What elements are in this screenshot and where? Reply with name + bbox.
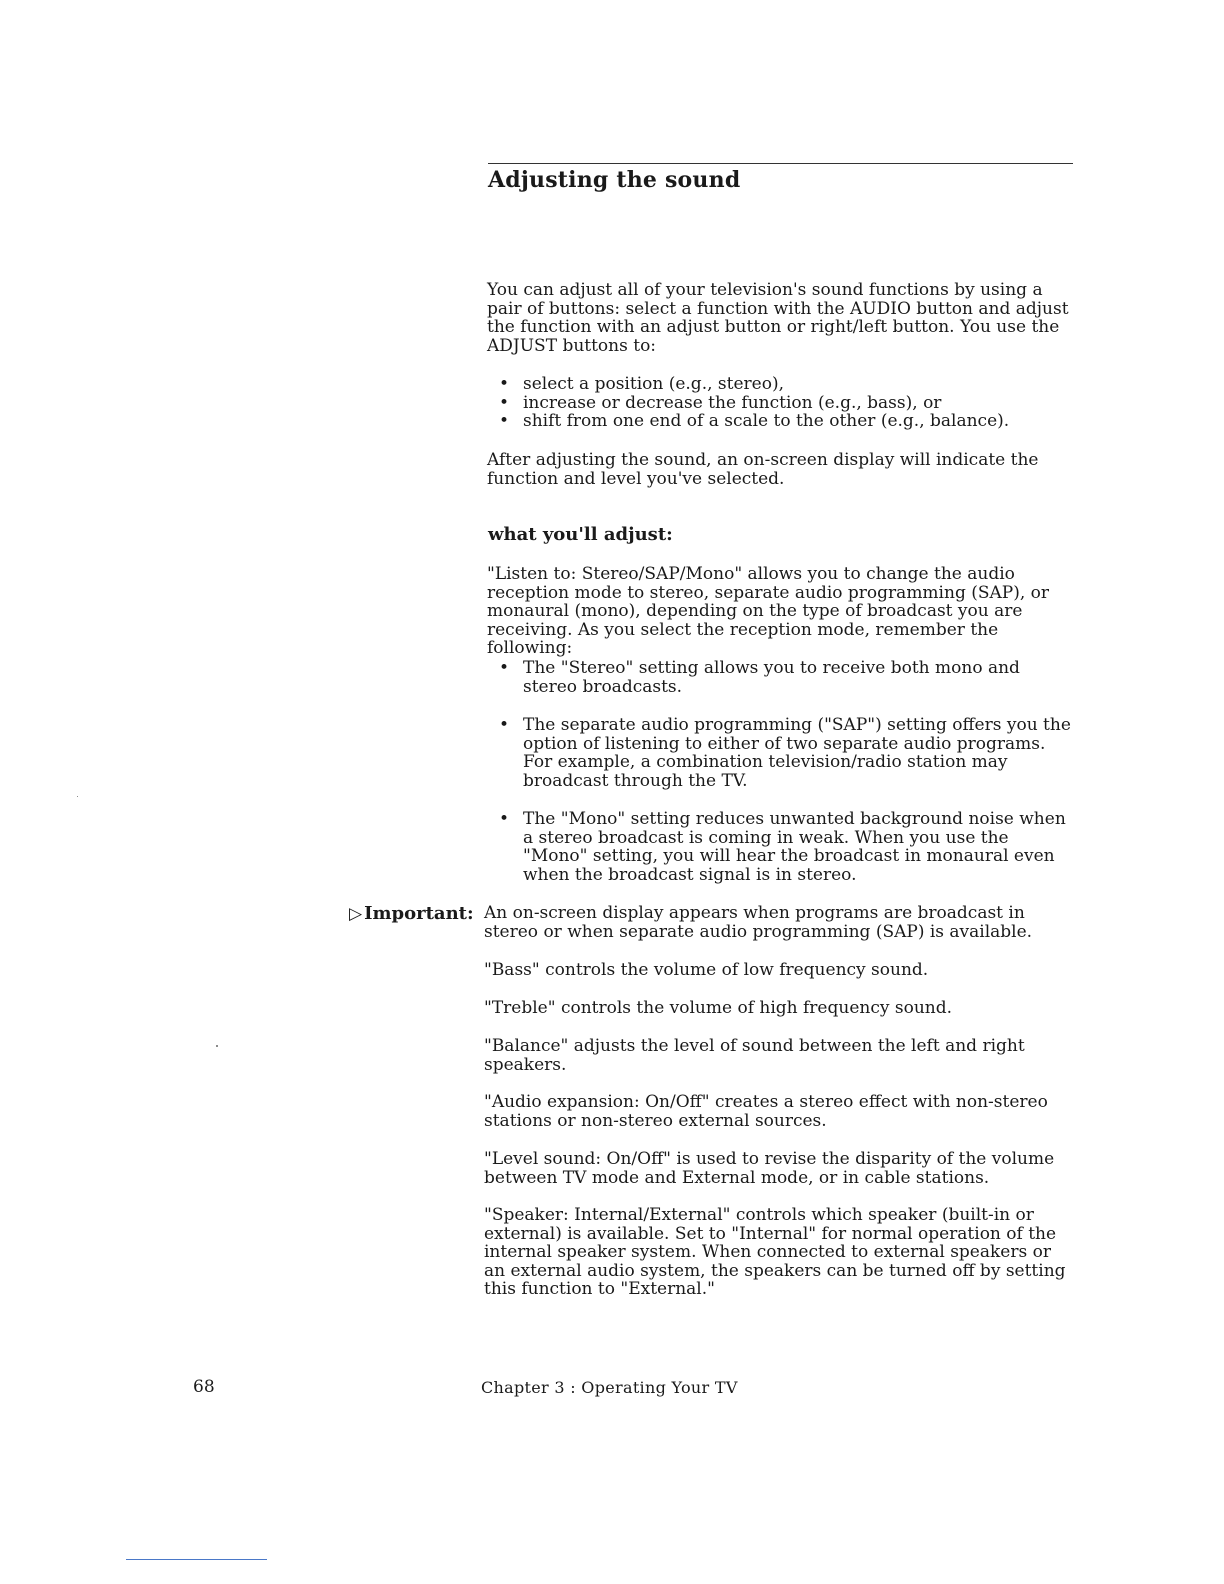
triangle-right-icon: ▷ (349, 904, 363, 924)
level-sound-paragraph (484, 1150, 1074, 1187)
audio-expansion-paragraph (484, 1093, 1074, 1130)
list-item: • shift from one end of a scale to the other (e.g., balance). (487, 412, 1077, 431)
item-text: "Speaker: Internal/External" controls which speaker (built-in or external) is available. Set to "Internal" for normal operation of the internal speaker system. When connected to external speakers or an external audio system, the speakers can be turned off by setting this function to "External." (484, 1205, 1066, 1299)
page-title: Adjusting the sound (488, 167, 741, 193)
item-text: "Bass" controls the volume of low frequency sound. (484, 960, 929, 980)
item-text: "Balance" adjusts the level of sound between the left and right speakers. (484, 1036, 1025, 1075)
bass-paragraph (484, 961, 1074, 980)
after-text: After adjusting the sound, an on-screen display will indicate the function and level you've selected. (487, 450, 1039, 489)
scan-speck (77, 796, 78, 797)
page-number: 68 (193, 1377, 215, 1397)
intro-paragraph (487, 281, 1077, 355)
important-text: An on-screen display appears when programs are broadcast in stereo or when separate audio programming (SAP) is available. (484, 903, 1033, 942)
after-paragraph (487, 451, 1077, 488)
item-text: "Level sound: On/Off" is used to revise the disparity of the volume between TV mode and External mode, or in cable stations. (484, 1149, 1055, 1188)
important-paragraph (484, 904, 1074, 941)
listen-bullet-3 (487, 810, 1077, 884)
list-item: • select a position (e.g., stereo), (487, 375, 1077, 394)
important-label (349, 903, 474, 924)
listen-bullet-1 (487, 659, 1077, 696)
scan-speck (216, 1045, 218, 1047)
title-rule (488, 163, 1073, 164)
scan-edge-line (126, 1559, 267, 1560)
adjust-bullet-list (487, 375, 1077, 431)
intro-text: You can adjust all of your television's sound functions by using a pair of buttons: select a function with the AUDIO button and adjust the function with an adjust button or right/left button. You use the ADJUST buttons to: (487, 280, 1069, 356)
section-heading: what you'll adjust: (488, 524, 673, 545)
listen-bullet-2 (487, 716, 1077, 790)
listen-text: "Listen to: Stereo/SAP/Mono" allows you to change the audio reception mode to stereo, separate audio programming (SAP), or monaural (mono), depending on the type of broadcast you are receiving. As you select the reception mode, remember the following: (487, 564, 1050, 658)
item-text: "Treble" controls the volume of high frequency sound. (484, 998, 953, 1018)
item-text: "Audio expansion: On/Off" creates a stereo effect with non-stereo stations or non-stereo external sources. (484, 1092, 1048, 1131)
list-item: • The separate audio programming ("SAP") setting offers you the option of listening to either of two separate audio programs. For example, a combination television/radio station may broadcast through the TV. (487, 716, 1077, 790)
important-label-text: Important: (364, 903, 474, 924)
balance-paragraph (484, 1037, 1074, 1074)
list-item: • The "Mono" setting reduces unwanted background noise when a stereo broadcast is coming in weak. When you use the "Mono" setting, you will hear the broadcast in monaural even when the broadcast signal is in stereo. (487, 810, 1077, 884)
treble-paragraph (484, 999, 1074, 1018)
list-item: • increase or decrease the function (e.g., bass), or (487, 394, 1077, 413)
running-footer: Chapter 3 : Operating Your TV (481, 1378, 738, 1397)
listen-paragraph (487, 565, 1077, 658)
speaker-paragraph (484, 1206, 1074, 1299)
list-item: • The "Stereo" setting allows you to receive both mono and stereo broadcasts. (487, 659, 1077, 696)
